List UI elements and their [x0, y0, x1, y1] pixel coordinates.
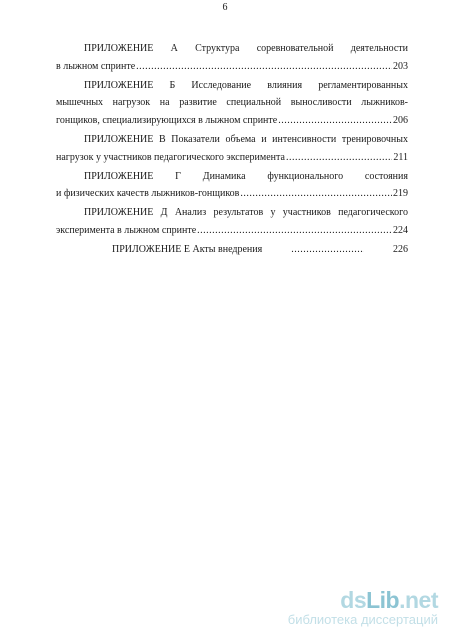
logo-part-lib: Lib — [366, 587, 400, 613]
toc-entry-text: нагрузок у участников педагогического эксперимента — [56, 151, 285, 163]
page-number: 6 — [222, 2, 228, 13]
toc-page-number: 219 — [393, 188, 408, 200]
toc-entry-text: эксперимента в лыжном спринте — [56, 224, 197, 236]
toc-entry-text: ПРИЛОЖЕНИЕ Е Акты внедрения — [112, 244, 263, 256]
toc-entry-line: ПРИЛОЖЕНИЕ А Структура соревновательной деятельности — [84, 43, 408, 54]
toc-entry-line: ПРИЛОЖЕНИЕ Д Анализ результатов у участников педагогического — [84, 207, 408, 219]
toc-entry-leader-line — [56, 241, 408, 259]
toc-entry-leader-line — [56, 149, 408, 167]
toc-entry-appendix-b[interactable] — [56, 77, 408, 130]
toc-entry-line: ПРИЛОЖЕНИЕ Г Динамика функционального состояния — [84, 170, 408, 182]
dot-leader — [240, 185, 392, 203]
toc-entry-line: мышечных нагрузок на развитие специальной выносливости лыжников- — [56, 97, 408, 109]
toc-entry-leader-line — [56, 222, 408, 240]
toc-entry-appendix-d[interactable] — [56, 204, 408, 239]
dot-leader — [278, 112, 392, 130]
dot-leader — [136, 58, 392, 76]
toc-page-number: 211 — [393, 151, 408, 163]
toc-entry-line: ПРИЛОЖЕНИЕ В Показатели объема и интенсивности тренировочных — [84, 133, 408, 145]
toc-page-number: 224 — [393, 224, 408, 236]
toc-entry-appendix-a[interactable] — [56, 40, 408, 75]
toc-page-number: 203 — [393, 60, 408, 72]
table-of-contents — [56, 40, 408, 260]
toc-entry-appendix-g[interactable] — [56, 168, 408, 203]
dslib-logo — [268, 588, 438, 612]
toc-entry-text: в лыжном спринте — [56, 60, 136, 72]
toc-entry-leader-line — [56, 58, 408, 76]
dot-leader — [197, 222, 392, 240]
toc-entry-appendix-e[interactable] — [56, 241, 408, 259]
toc-page-number: 206 — [393, 114, 408, 126]
dot-leader — [263, 241, 364, 259]
toc-page-number: 226 — [393, 244, 408, 256]
toc-entry-text: гонщиков, специализирующихся в лыжном спринте — [56, 114, 278, 126]
toc-entry-leader-line — [56, 112, 408, 130]
toc-entry-appendix-v[interactable] — [56, 131, 408, 166]
toc-entry-text: и физических качеств лыжников-гонщиков — [56, 188, 240, 200]
dot-leader — [286, 149, 392, 167]
toc-entry-line: ПРИЛОЖЕНИЕ Б Исследование влияния регламентированных — [84, 79, 408, 91]
logo-part-ds: ds — [340, 587, 367, 613]
watermark-subtitle: библиотека диссертаций — [287, 612, 438, 627]
logo-part-net: .net — [399, 587, 438, 613]
toc-entry-leader-line — [56, 185, 408, 203]
dslib-watermark — [268, 588, 438, 627]
